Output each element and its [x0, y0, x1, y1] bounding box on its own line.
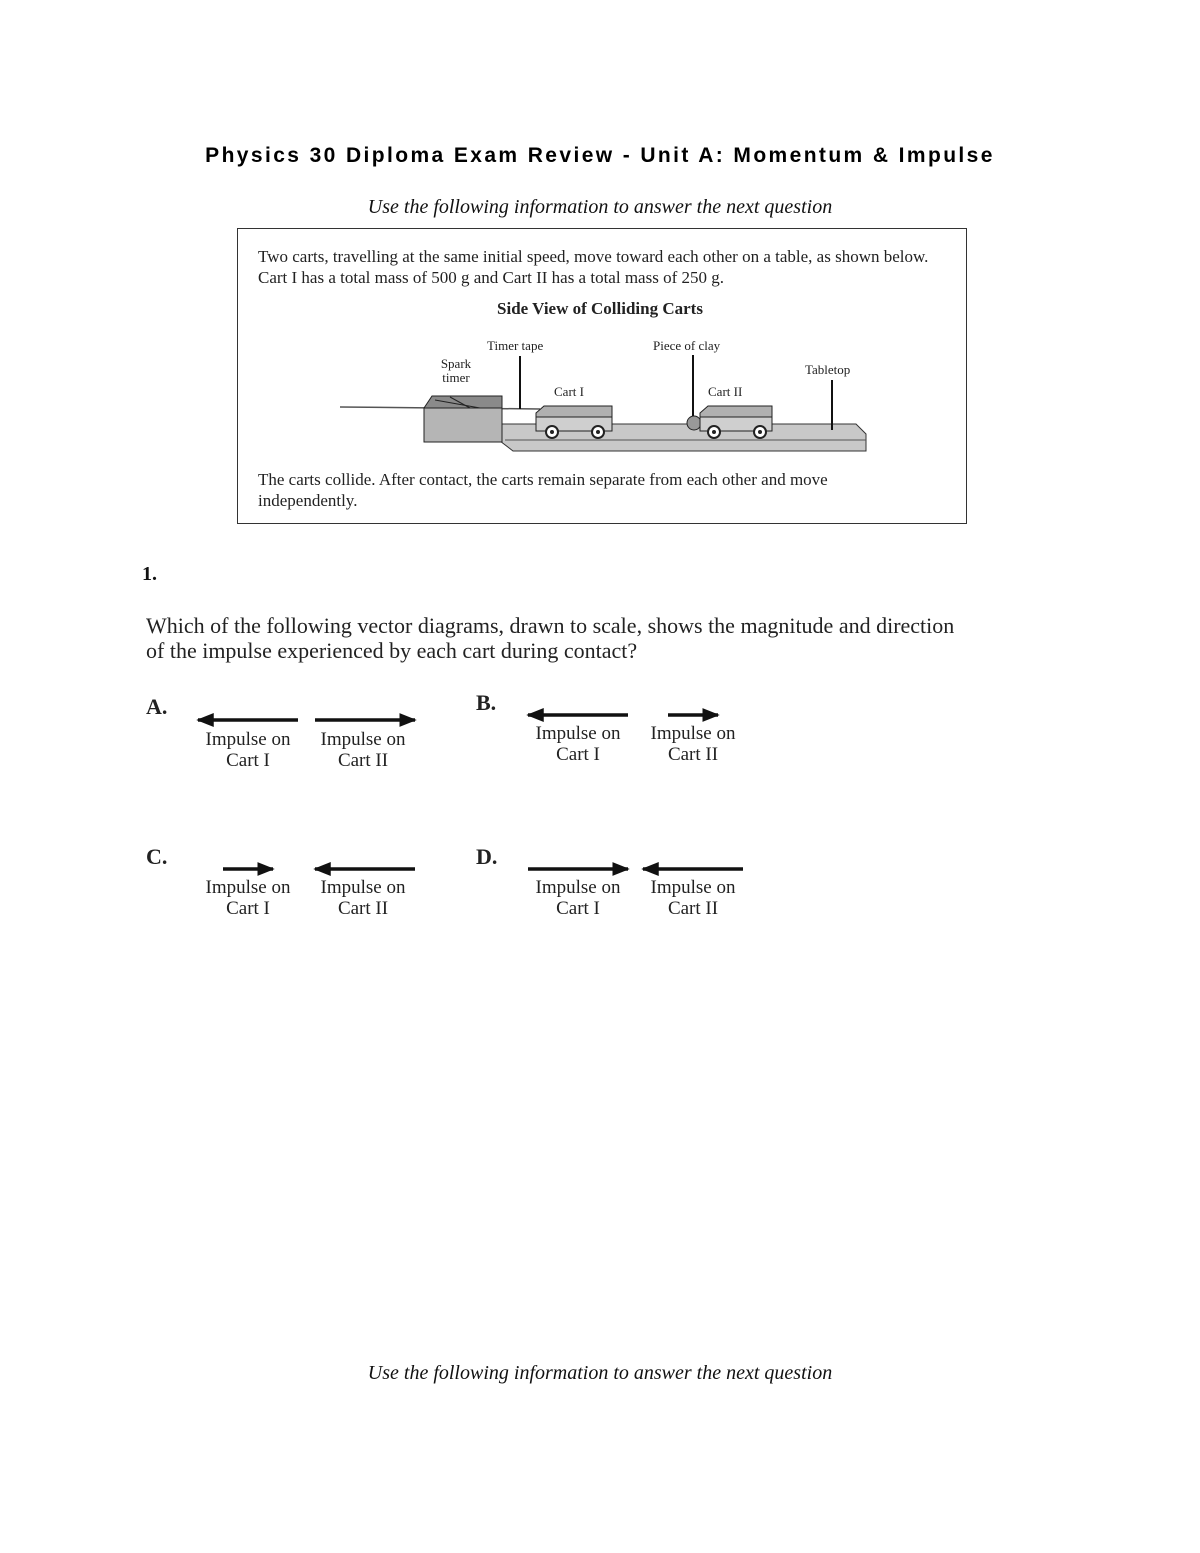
label-spark-timer: Spark timer: [440, 356, 472, 385]
option-b-label-cart-1: Impulse on Cart I: [535, 723, 621, 765]
option-c-label-cart-2: Impulse on Cart II: [320, 877, 406, 919]
intro-instruction: Use the following information to answer the next question: [367, 196, 833, 218]
option-c-label-cart-1: Impulse on Cart I: [205, 877, 291, 919]
intro-instruction-next: Use the following information to answer the next question: [367, 1362, 833, 1384]
label-cart-2: Cart II: [708, 384, 743, 399]
figure-title: Side View of Colliding Carts: [497, 299, 703, 318]
question-stem: Which of the following vector diagrams, drawn to scale, shows the magnitude and direction of the impulse experienced by each cart during contact?: [146, 613, 955, 663]
label-tabletop: Tabletop: [805, 362, 851, 377]
label-clay: Piece of clay: [653, 338, 721, 353]
label-cart-1: Cart I: [554, 384, 584, 399]
option-c-letter[interactable]: C.: [146, 844, 168, 869]
option-d-letter[interactable]: D.: [476, 844, 498, 869]
option-d-label-cart-1: Impulse on Cart I: [535, 877, 621, 919]
question-number: 1.: [142, 563, 157, 585]
info-text-collision: The carts collide. After contact, the carts remain separate from each other and move independently.: [258, 470, 828, 510]
option-a-label-cart-2: Impulse on Cart II: [320, 729, 406, 771]
page-title: Physics 30 Diploma Exam Review - Unit A: Momentum & Impulse: [205, 144, 995, 167]
option-d-label-cart-2: Impulse on Cart II: [650, 877, 736, 919]
option-a-label-cart-1: Impulse on Cart I: [205, 729, 291, 771]
option-a-letter[interactable]: A.: [146, 694, 168, 719]
label-timer-tape: Timer tape: [487, 338, 544, 353]
info-text-setup: Two carts, travelling at the same initial speed, move toward each other on a table, as shown below. Cart I has a total mass of 500 g and Cart II has a total mass of 250 g.: [258, 247, 929, 287]
option-b-letter[interactable]: B.: [476, 690, 497, 715]
option-b-label-cart-2: Impulse on Cart II: [650, 723, 736, 765]
